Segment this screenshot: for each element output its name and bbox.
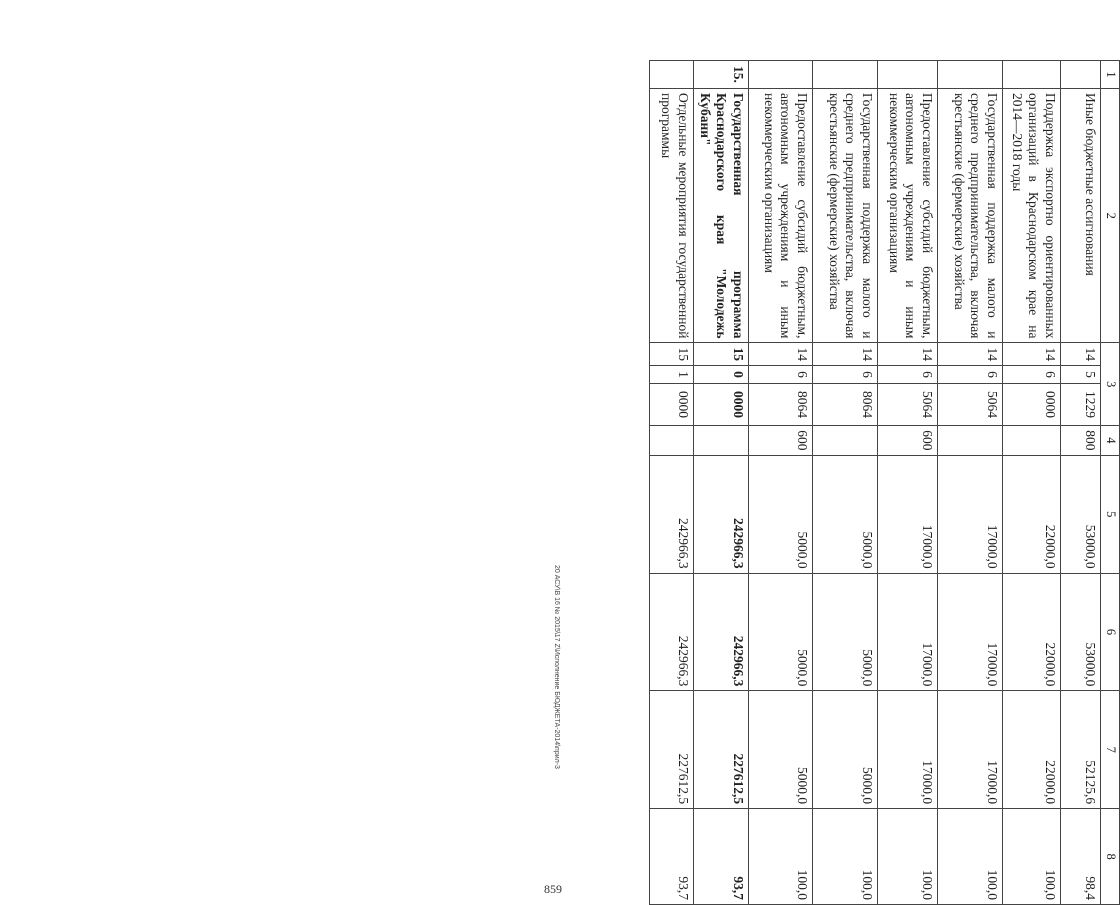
row-number xyxy=(1061,61,1101,89)
header-col-8: 8 xyxy=(1101,809,1120,905)
code-expense-type: 600 xyxy=(878,425,938,455)
row-number xyxy=(1003,61,1061,89)
header-col-2: 2 xyxy=(1101,88,1120,343)
code-article: 8064 xyxy=(813,383,878,425)
header-col-4: 4 xyxy=(1101,425,1120,455)
code-article: 5064 xyxy=(878,383,938,425)
code-expense-type xyxy=(693,425,749,455)
value-col-7: 227612,5 xyxy=(649,691,693,809)
code-section: 14 xyxy=(813,343,878,366)
header-row xyxy=(1101,61,1120,905)
value-col-6: 22000,0 xyxy=(1003,573,1061,691)
value-col-7: 17000,0 xyxy=(938,691,1003,809)
value-col-5: 22000,0 xyxy=(1003,455,1061,573)
code-section: 15 xyxy=(693,343,749,366)
value-col-5: 17000,0 xyxy=(938,455,1003,573)
row-number xyxy=(649,61,693,89)
code-article: 0000 xyxy=(1003,383,1061,425)
header-col-1: 1 xyxy=(1101,61,1120,89)
footer-file-note: 20 АСУ\В 16 № 2015\17 Z\Исполнение БЮДЖЕТА-2014\прил-3 xyxy=(553,565,560,769)
value-col-7: 17000,0 xyxy=(878,691,938,809)
value-col-8: 100,0 xyxy=(813,809,878,905)
code-subsection: 6 xyxy=(878,365,938,383)
code-subsection: 6 xyxy=(813,365,878,383)
header-col-6: 6 xyxy=(1101,573,1120,691)
value-col-6: 53000,0 xyxy=(1061,573,1101,691)
code-article: 0000 xyxy=(693,383,749,425)
value-col-6: 5000,0 xyxy=(813,573,878,691)
value-col-8: 100,0 xyxy=(938,809,1003,905)
code-expense-type: 800 xyxy=(1061,425,1101,455)
value-col-8: 93,7 xyxy=(693,809,749,905)
code-expense-type xyxy=(1003,425,1061,455)
value-col-6: 17000,0 xyxy=(938,573,1003,691)
budget-table xyxy=(649,60,1120,905)
code-section: 14 xyxy=(938,343,1003,366)
value-col-5: 17000,0 xyxy=(878,455,938,573)
code-subsection: 6 xyxy=(1003,365,1061,383)
row-number xyxy=(938,61,1003,89)
value-col-7: 22000,0 xyxy=(1003,691,1061,809)
code-article: 5064 xyxy=(938,383,1003,425)
page-number: 859 xyxy=(544,882,562,896)
value-col-5: 5000,0 xyxy=(813,455,878,573)
table-row xyxy=(1003,61,1061,905)
value-col-7: 5000,0 xyxy=(749,691,813,809)
table-container xyxy=(590,60,1120,905)
value-col-6: 242966,3 xyxy=(649,573,693,691)
table-row xyxy=(878,61,938,905)
table-row xyxy=(1061,61,1101,905)
table-row xyxy=(938,61,1003,905)
code-article: 0000 xyxy=(649,383,693,425)
row-name: Отдельные мероприятия государственной программы xyxy=(649,88,693,343)
value-col-5: 242966,3 xyxy=(693,455,749,573)
code-subsection: 5 xyxy=(1061,365,1101,383)
code-subsection: 6 xyxy=(938,365,1003,383)
value-col-8: 98,4 xyxy=(1061,809,1101,905)
code-section: 15 xyxy=(649,343,693,366)
header-col-3: 3 xyxy=(1101,343,1120,425)
value-col-5: 5000,0 xyxy=(749,455,813,573)
row-number: 15. xyxy=(693,61,749,89)
table-row xyxy=(749,61,813,905)
table-row xyxy=(813,61,878,905)
row-name: Предоставление субсидий бюджетным, автономным учреждениям и иным некоммерческим организациям xyxy=(878,88,938,343)
value-col-8: 100,0 xyxy=(1003,809,1061,905)
code-expense-type xyxy=(649,425,693,455)
rotated-table-frame xyxy=(590,60,1120,905)
value-col-6: 17000,0 xyxy=(878,573,938,691)
row-number xyxy=(878,61,938,89)
row-name: Поддержка экспортно ориентированных организаций в Краснодарском крае на 2014—2018 годы xyxy=(1003,88,1061,343)
header-col-5: 5 xyxy=(1101,455,1120,573)
code-subsection: 1 xyxy=(649,365,693,383)
row-number xyxy=(813,61,878,89)
code-section: 14 xyxy=(749,343,813,366)
row-number xyxy=(749,61,813,89)
table-row xyxy=(693,61,749,905)
table-body xyxy=(649,61,1101,905)
table-row xyxy=(649,61,693,905)
row-name: Иные бюджетные ассигнования xyxy=(1061,88,1101,343)
code-article: 8064 xyxy=(749,383,813,425)
header-col-7: 7 xyxy=(1101,691,1120,809)
value-col-6: 242966,3 xyxy=(693,573,749,691)
value-col-7: 52125,6 xyxy=(1061,691,1101,809)
value-col-5: 53000,0 xyxy=(1061,455,1101,573)
value-col-8: 93,7 xyxy=(649,809,693,905)
code-subsection: 6 xyxy=(749,365,813,383)
value-col-7: 227612,5 xyxy=(693,691,749,809)
value-col-7: 5000,0 xyxy=(813,691,878,809)
code-expense-type: 600 xyxy=(749,425,813,455)
code-expense-type xyxy=(938,425,1003,455)
value-col-8: 100,0 xyxy=(749,809,813,905)
code-expense-type xyxy=(813,425,878,455)
code-article: 1229 xyxy=(1061,383,1101,425)
row-name: Предоставление субсидий бюджетным, автономным учреждениям и иным некоммерческим организациям xyxy=(749,88,813,343)
code-section: 14 xyxy=(878,343,938,366)
row-name: Государственная программа Краснодарского края "Молодежь Кубани" xyxy=(693,88,749,343)
code-section: 14 xyxy=(1003,343,1061,366)
row-name: Государственная поддержка малого и среднего предпринимательства, включая крестьянские (фермерские) хозяйства xyxy=(938,88,1003,343)
value-col-8: 100,0 xyxy=(878,809,938,905)
value-col-5: 242966,3 xyxy=(649,455,693,573)
code-subsection: 0 xyxy=(693,365,749,383)
code-section: 14 xyxy=(1061,343,1101,366)
row-name: Государственная поддержка малого и среднего предпринимательства, включая крестьянские (фермерские) хозяйства xyxy=(813,88,878,343)
value-col-6: 5000,0 xyxy=(749,573,813,691)
